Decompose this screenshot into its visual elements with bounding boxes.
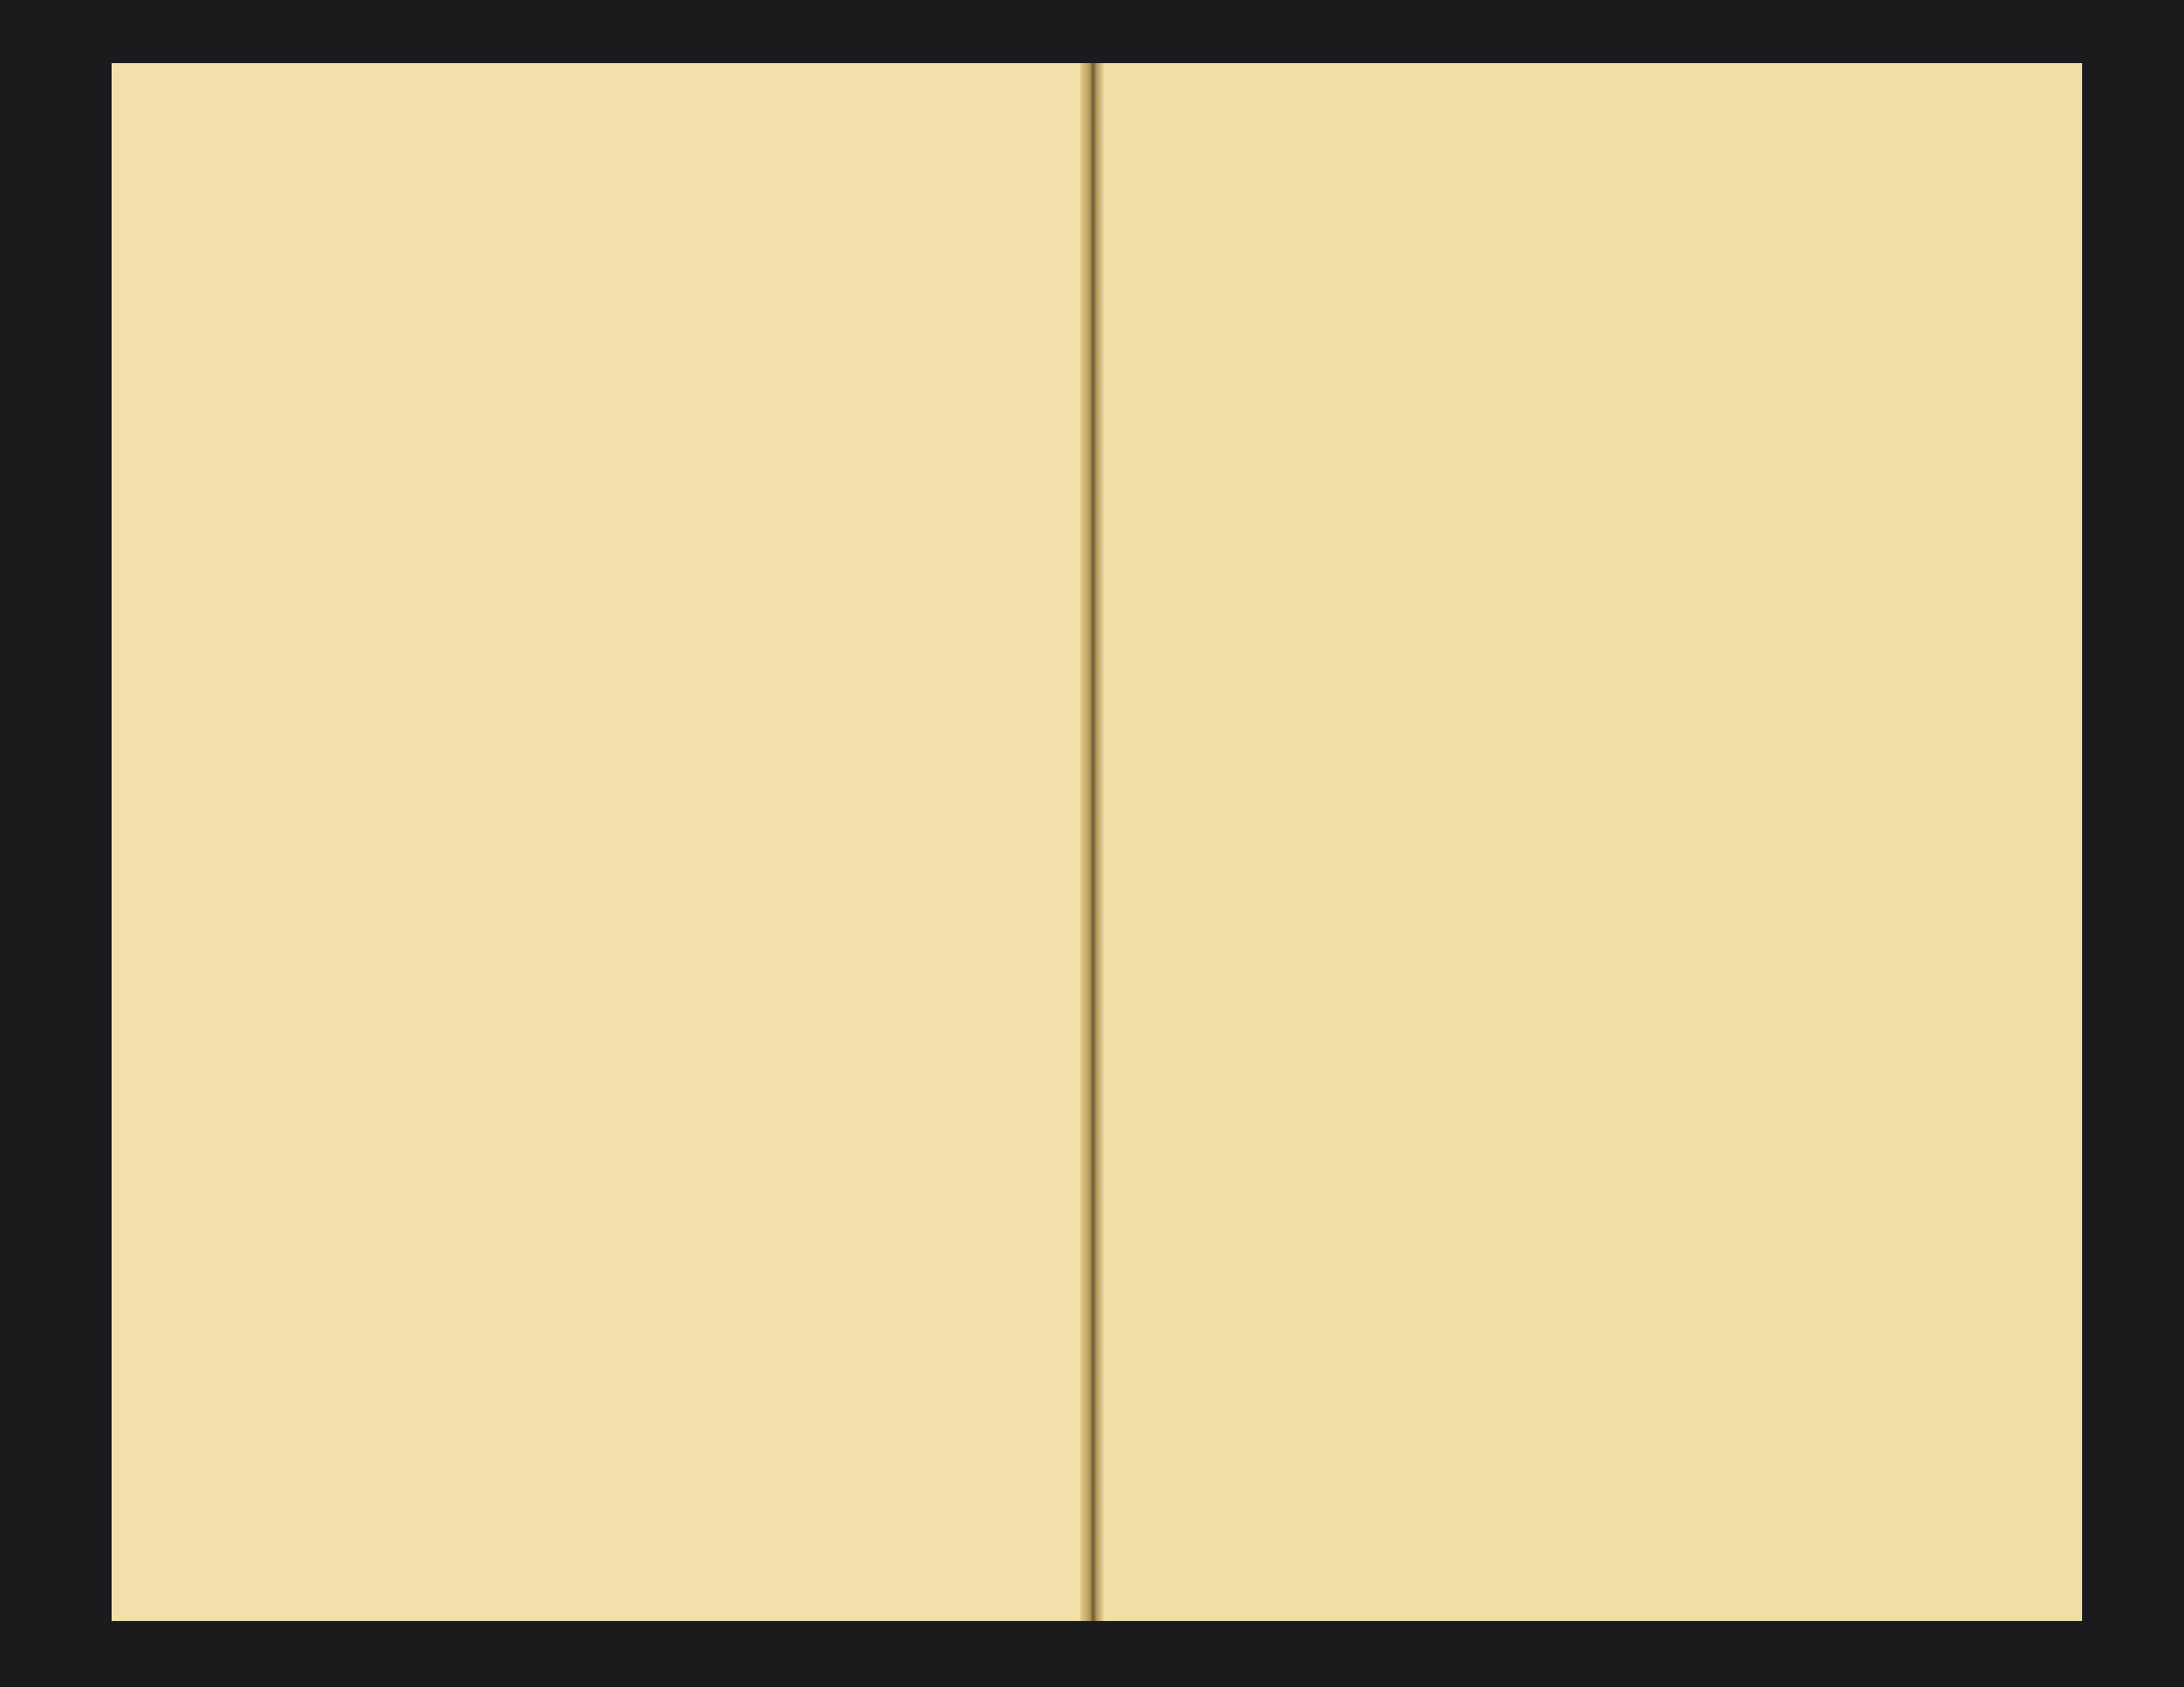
open-book [112, 63, 2082, 1621]
ledger-table [112, 63, 2082, 1621]
